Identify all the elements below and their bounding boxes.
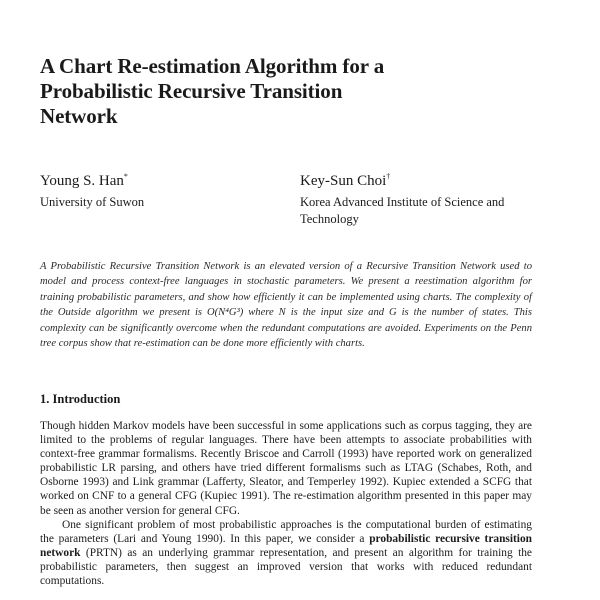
introduction-body xyxy=(40,419,532,588)
title-line: Probabilistic Recursive Transition xyxy=(40,79,343,103)
author-block xyxy=(40,168,280,211)
title-line: A Chart Re-estimation Algorithm for a xyxy=(40,54,385,78)
author-name: Young S. Han* xyxy=(40,172,128,189)
paragraph: One significant problem of most probabilistic approaches is the computational burden of estimating the parameters (Lari and Young 1990). In this paper, we consider a probabilistic recursive transition network (PRTN) as an underlying grammar representation, and present an algorithm for training the probabilistic parameters, then suggest an improved version that works with reduced redundant computations. xyxy=(40,518,533,588)
author-affiliation: Korea Advanced Institute of Science and Technology xyxy=(300,195,505,226)
author-name: Key-Sun Choi† xyxy=(300,172,391,189)
abstract: A Probabilistic Recursive Transition Network is an elevated version of a Recursive Transition Network used to model and process context-free languages in stochastic parameters. We present a reestimation algorithm for training probabilistic parameters, and show how efficiently it can be implemented using charts. The complexity of the Outside algorithm we present is O(N⁴G³) where N is the input size and G is the number of states. This complexity can be significantly overcome when the redundant computations are avoided. Experiments on the Penn tree corpus show that re-estimation can be done more efficiently with charts. xyxy=(40,261,532,350)
title-line: Network xyxy=(40,104,118,128)
author-block xyxy=(300,168,540,228)
section-heading: 1. Introduction xyxy=(40,392,121,406)
bold-term: probabilistic recursive transition network xyxy=(40,532,533,559)
author-footnote-mark: * xyxy=(123,172,128,181)
author-affiliation: University of Suwon xyxy=(40,195,145,209)
paragraph: Though hidden Markov models have been successful in some applications such as corpus tagging, they are limited to the problems of regular languages. There have been attempts to associate probabilities with context-free grammar formalisms. Recently Briscoe and Carroll (1993) have reported work on generalized probabilistic LR parsing, and others have tried different formalisms such as LTAG (Schabes, Roth, and Osborne 1993) and Link grammar (Lafferty, Sleator, and Temperley 1992). Kupiec extended a SCFG that worked on CNF to a general CFG (Kupiec 1991). The re-estimation algorithm presented in this paper may be seen as another version for general CFG. xyxy=(40,420,532,517)
author-footnote-mark: † xyxy=(386,172,391,181)
paper-title xyxy=(40,54,520,129)
